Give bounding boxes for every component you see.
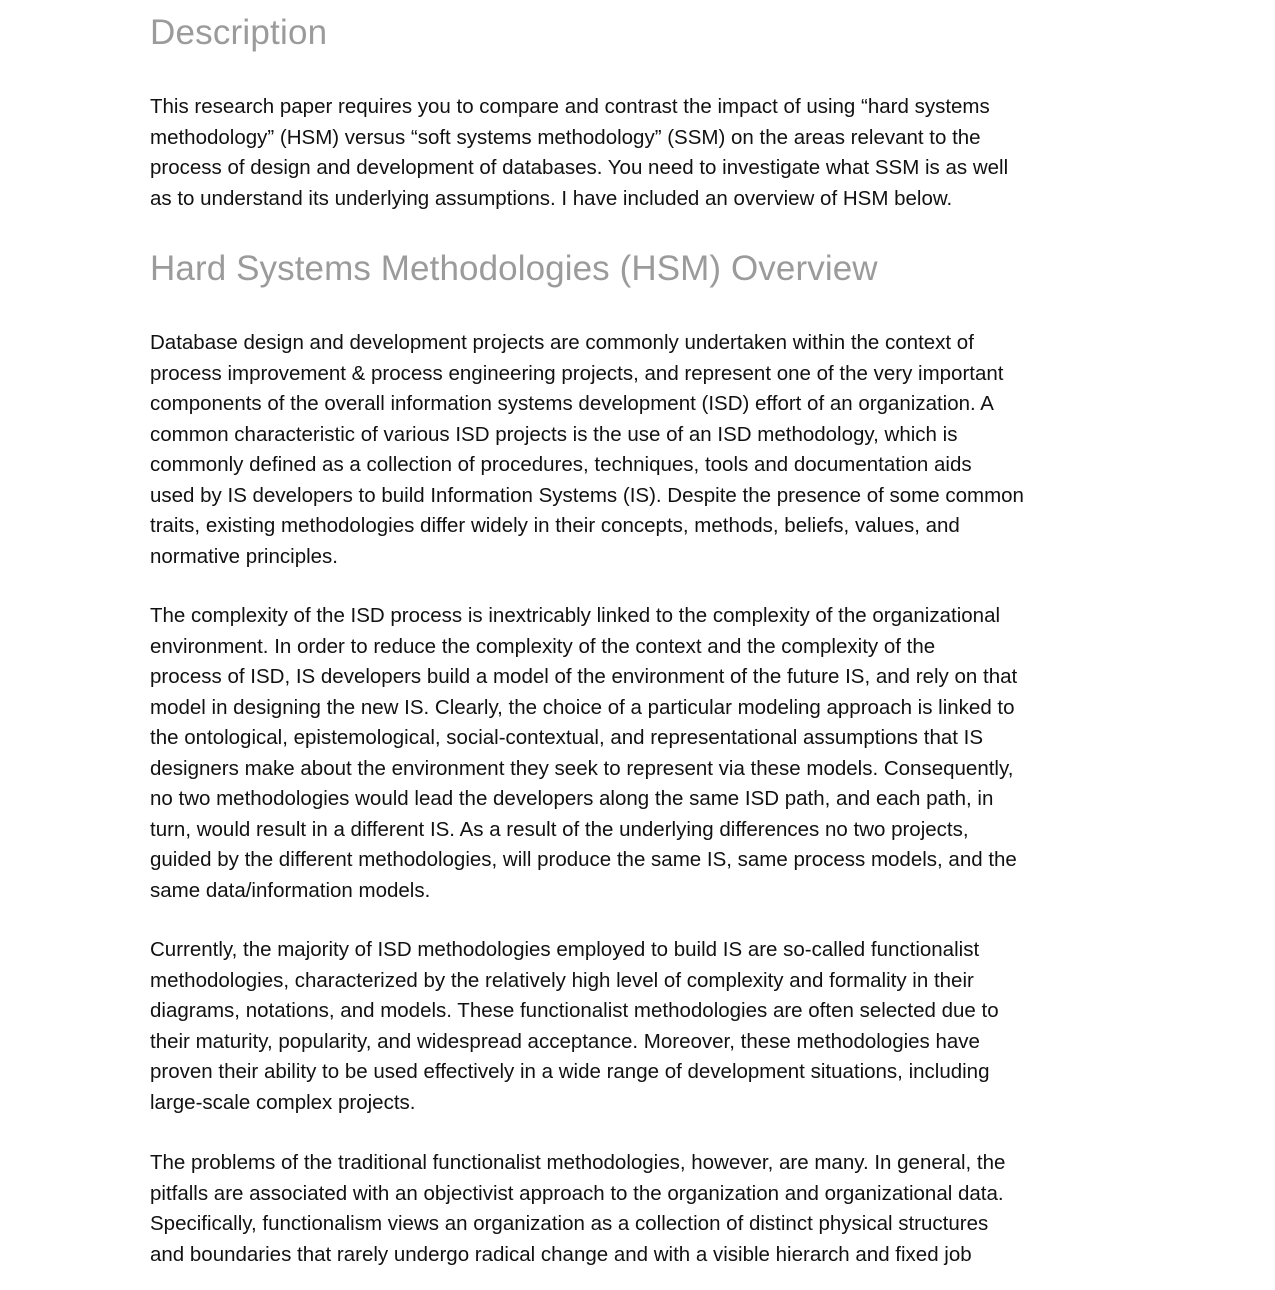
text-line: common characteristic of various ISD projects is the use of an ISD methodology, which is bbox=[150, 422, 958, 446]
text-line: and boundaries that rarely undergo radical change and with a visible hierarch and fixed job bbox=[150, 1242, 972, 1266]
text-line: Specifically, functionalism views an organization as a collection of distinct physical structures bbox=[150, 1212, 989, 1235]
text-line: diagrams, notations, and models. These functionalist methodologies are often selected due to bbox=[150, 999, 999, 1022]
text-line: normative principles. bbox=[150, 544, 338, 568]
text-line: guided by the different methodologies, will produce the same IS, same process models, and the bbox=[150, 848, 1017, 871]
overview-paragraph-2 bbox=[150, 601, 1017, 906]
text-line: Currently, the majority of ISD methodologies employed to build IS are so-called functionalist bbox=[150, 938, 980, 961]
text-line: commonly defined as a collection of procedures, techniques, tools and documentation aids bbox=[150, 453, 972, 476]
text-line: environment. In order to reduce the complexity of the context and the complexity of the bbox=[150, 634, 936, 658]
description-paragraph bbox=[150, 92, 1008, 214]
text-line: process improvement & process engineering projects, and represent one of the very important bbox=[150, 361, 1004, 385]
text-line: the ontological, epistemological, social-contextual, and representational assumptions that IS bbox=[150, 726, 984, 749]
text-line: proven their ability to be used effectively in a wide range of development situations, including bbox=[150, 1060, 990, 1083]
text-line: same data/information models. bbox=[150, 878, 431, 902]
text-line: large-scale complex projects. bbox=[150, 1090, 416, 1114]
text-line: traits, existing methodologies differ widely in their concepts, methods, beliefs, values, and bbox=[150, 514, 960, 537]
text-line: model in designing the new IS. Clearly, the choice of a particular modeling approach is linked to bbox=[150, 695, 1015, 719]
overview-paragraph-4 bbox=[150, 1148, 1005, 1270]
hsm-overview-heading: Hard Systems Methodologies (HSM) Overview bbox=[150, 249, 878, 288]
text-line: pitfalls are associated with an objectivist approach to the organization and organizational data. bbox=[150, 1181, 1004, 1205]
text-line: used by IS developers to build Information Systems (IS). Despite the presence of some common bbox=[150, 483, 1024, 507]
text-line: turn, would result in a different IS. As a result of the underlying differences no two projects, bbox=[150, 817, 969, 841]
text-line: process of ISD, IS developers build a model of the environment of the future IS, and rely on that bbox=[150, 665, 1018, 688]
overview-paragraph-3 bbox=[150, 935, 999, 1118]
text-line: designers make about the environment they seek to represent via these models. Consequently, bbox=[150, 756, 1014, 780]
text-line: no two methodologies would lead the developers along the same ISD path, and each path, in bbox=[150, 787, 994, 810]
text-line: Database design and development projects are commonly undertaken within the context of bbox=[150, 331, 974, 354]
text-line: methodology” (HSM) versus “soft systems methodology” (SSM) on the areas relevant to the bbox=[150, 125, 981, 149]
text-line: process of design and development of databases. You need to investigate what SSM is as well bbox=[150, 156, 1009, 179]
overview-paragraph-1 bbox=[150, 328, 1024, 572]
description-heading: Description bbox=[150, 13, 328, 52]
text-line: components of the overall information systems development (ISD) effort of an organization. A bbox=[150, 392, 994, 415]
text-line: The complexity of the ISD process is inextricably linked to the complexity of the organizational bbox=[150, 604, 1001, 627]
text-line: methodologies, characterized by the relatively high level of complexity and formality in their bbox=[150, 968, 974, 992]
text-line: their maturity, popularity, and widespread acceptance. Moreover, these methodologies have bbox=[150, 1029, 980, 1053]
text-line: The problems of the traditional functionalist methodologies, however, are many. In general, the bbox=[150, 1151, 1006, 1174]
text-line: This research paper requires you to compare and contrast the impact of using “hard systems bbox=[150, 95, 990, 118]
text-line: as to understand its underlying assumptions. I have included an overview of HSM below. bbox=[150, 186, 953, 210]
